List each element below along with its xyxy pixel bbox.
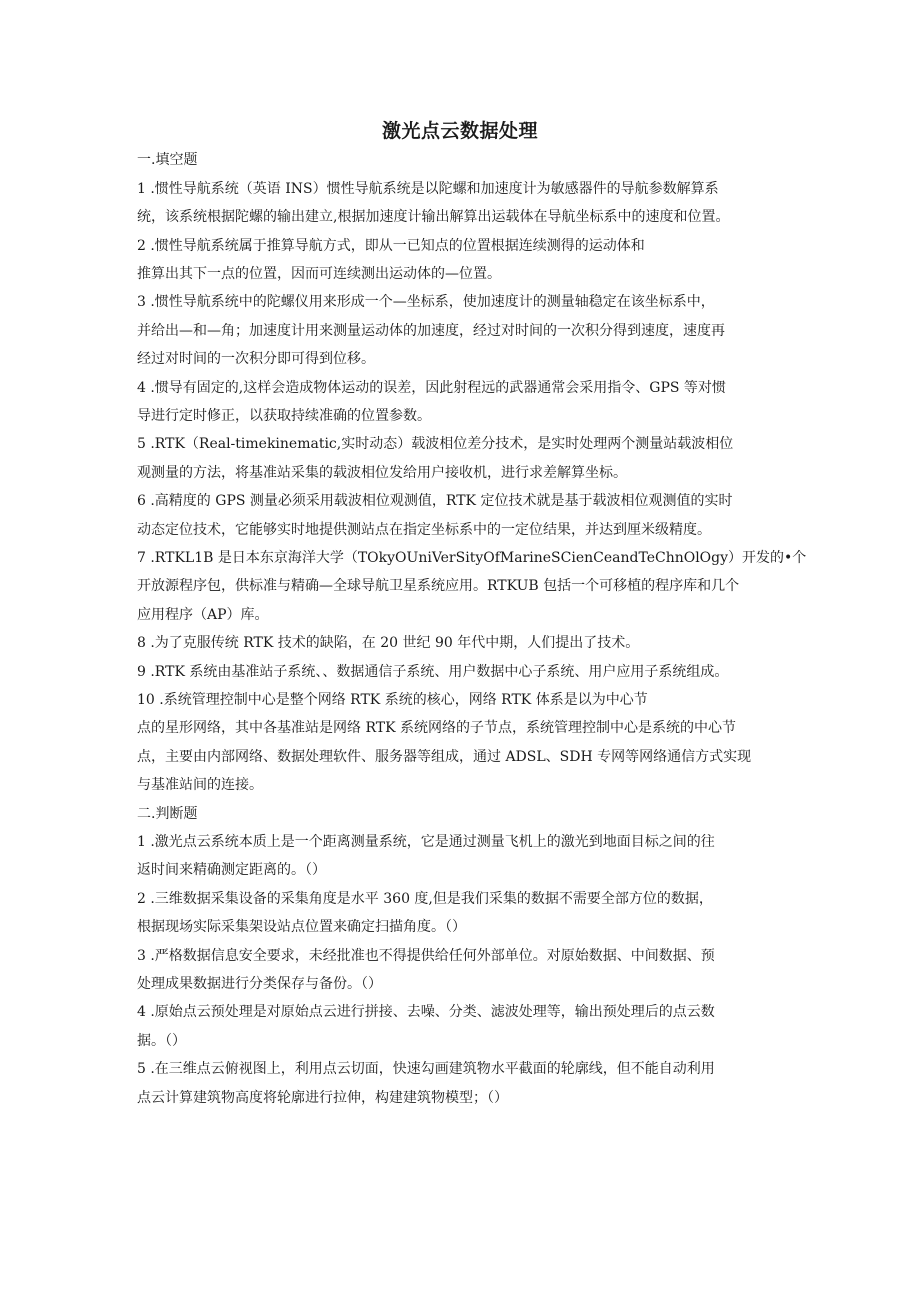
text-line: 3 .严格数据信息安全要求，未经批准也不得提供给任何外部单位。对原始数据、中间数据、预 (137, 948, 715, 964)
text-line: 点云计算建筑物高度将轮廓进行拉伸，构建建筑物模型；（） (137, 1090, 508, 1106)
text-line: 应用程序（AP）库。 (137, 607, 269, 623)
text-line: 2 .三维数据采集设备的采集角度是水平 360 度,但是我们采集的数据不需要全部方位的数据， (137, 891, 713, 907)
document-title: 激光点云数据处理 (381, 120, 538, 142)
text-line: 1 .惯性导航系统（英语 INS）惯性导航系统是以陀螺和加速度计为敏感器件的导航参数解算系 (137, 181, 719, 197)
text-line: 6 .高精度的 GPS 测量必须采用载波相位观测值，RTK 定位技术就是基于载波相位观测值的实时 (137, 493, 733, 509)
text-line: 点的星形网络，其中各基准站是网络 RTK 系统网络的子节点，系统管理控制中心是系统的中心节 (137, 720, 736, 736)
text-line: 4 .惯导有固定的,这样会造成物体运动的误差，因此射程远的武器通常会采用指令、GPS 等对惯 (137, 380, 726, 396)
text-line: 8 .为了克服传统 RTK 技术的缺陷，在 20 世纪 90 年代中期，人们提出了技术。 (137, 635, 640, 651)
text-line: 动态定位技术，它能够实时地提供测站点在指定坐标系中的一定位结果，并达到厘米级精度。 (137, 522, 711, 538)
text-line: 9 .RTK 系统由基准站子系统、、数据通信子系统、用户数据中心子系统、用户应用子系统组成。 (137, 664, 729, 680)
text-line: 2 .惯性导航系统属于推算导航方式，即从一已知点的位置根据连续测得的运动体和 (137, 238, 645, 254)
text-line: 4 .原始点云预处理是对原始点云进行拼接、去噪、分类、滤波处理等，输出预处理后的点云数 (137, 1004, 715, 1020)
text-line: 据。（） (137, 1033, 186, 1049)
text-line: 7 .RTKL1B 是日本东京海洋大学（TOkyOUniVerSityOfMarineSCienCeandTeChnOlOgy）开发的•个 (137, 550, 807, 566)
text-line: 5 .在三维点云俯视图上，利用点云切面，快速勾画建筑物水平截面的轮廓线，但不能自动利用 (137, 1061, 715, 1077)
text-line: 返时间来精确测定距离的。（） (137, 862, 326, 878)
text-line: 并给出—和—角；加速度计用来测量运动体的加速度，经过对时间的一次积分得到速度，速度再 (137, 323, 725, 339)
text-line: 根据现场实际采集架设站点位置来确定扫描角度。（） (137, 919, 466, 935)
text-line: 经过对时间的一次积分即可得到位移。 (137, 351, 375, 367)
text-line: 10 .系统管理控制中心是整个网络 RTK 系统的核心，网络 RTK 体系是以为中心节 (137, 692, 648, 708)
text-line: 观测量的方法，将基准站采集的载波相位发给用户接收机，进行求差解算坐标。 (137, 465, 627, 481)
text-line: 3 .惯性导航系统中的陀螺仪用来形成一个—坐标系，使加速度计的测量轴稳定在该坐标系中， (137, 294, 715, 310)
text-line: 推算出其下一点的位置，因而可连续测出运动体的—位置。 (137, 266, 501, 282)
text-line: 点，主要由内部网络、数据处理软件、服务器等组成，通过 ADSL、SDH 专网等网络通信方式实现 (137, 749, 752, 765)
text-line: 1 .激光点云系统本质上是一个距离测量系统，它是通过测量飞机上的激光到地面目标之间的往 (137, 834, 715, 850)
text-line: 与基准站间的连接。 (137, 777, 263, 793)
text-line: 开放源程序包，供标准与精确—全球导航卫星系统应用。RTKUB 包括一个可移植的程序库和几个 (137, 578, 740, 594)
section-heading-true-false: 二.判断题 (137, 806, 198, 822)
text-line: 处理成果数据进行分类保存与备份。（） (137, 976, 382, 992)
text-line: 导进行定时修正，以获取持续准确的位置参数。 (137, 408, 431, 424)
section-heading-fill-blank: 一.填空题 (137, 152, 198, 168)
text-line: 5 .RTK（Real-timekinematic,实时动态）载波相位差分技术，是实时处理两个测量站载波相位 (137, 436, 734, 452)
text-line: 统，该系统根据陀螺的输出建立,根据加速度计输出解算出运载体在导航坐标系中的速度和位置。 (137, 209, 730, 225)
